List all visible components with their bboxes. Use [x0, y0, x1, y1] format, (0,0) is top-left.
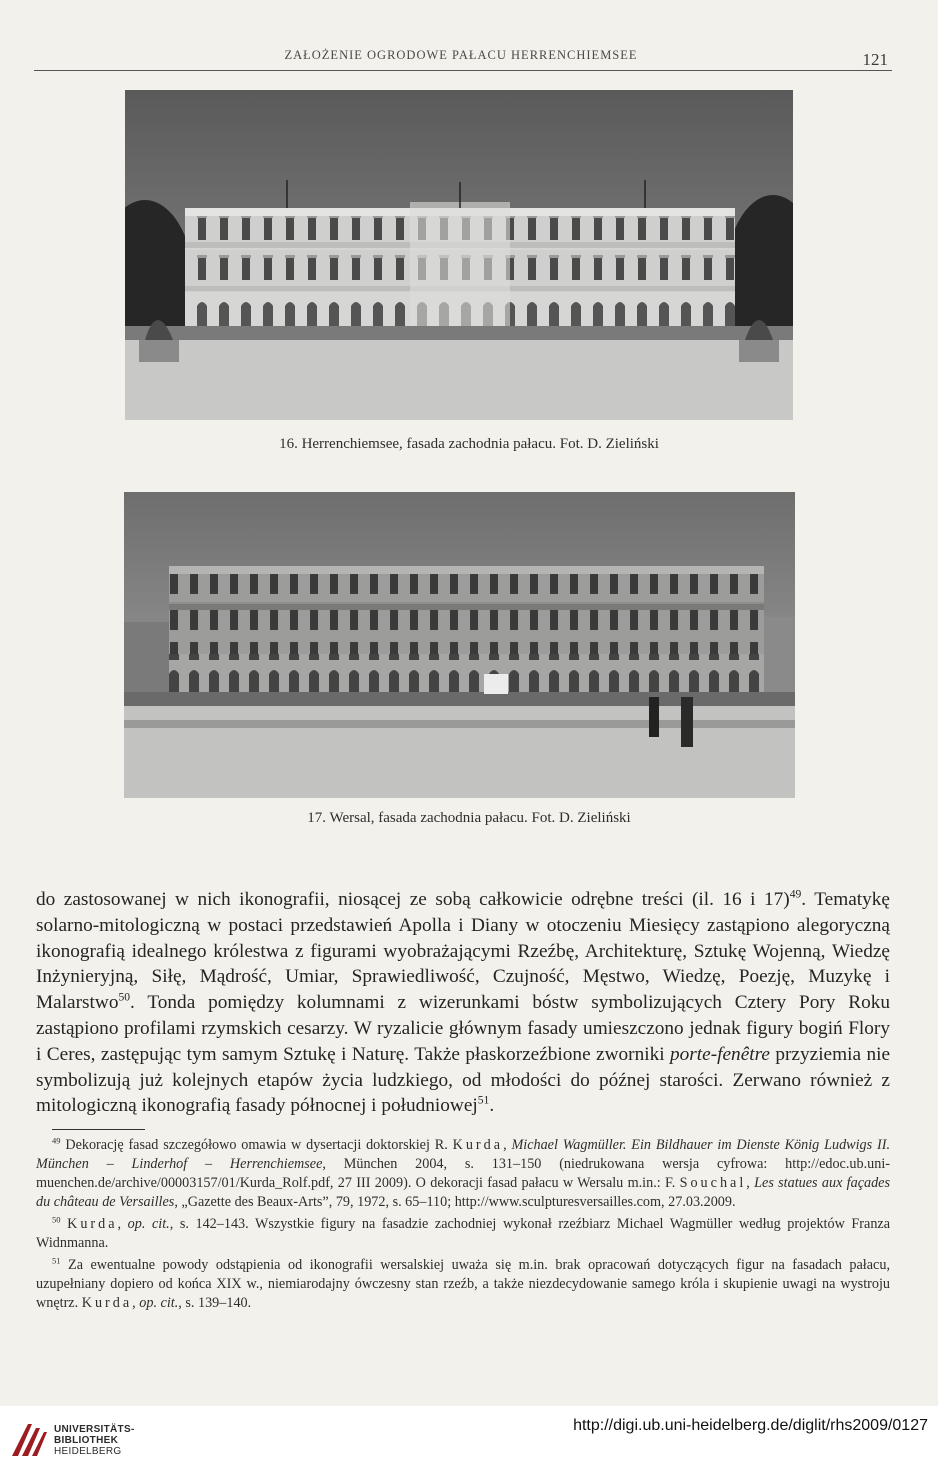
author-name: Kurda	[452, 1137, 504, 1153]
author-name: Souchal	[679, 1175, 747, 1191]
footnote-text: Dekorację fasad szczegółowo omawia w dysertacji doktorskiej R.	[60, 1137, 453, 1153]
footnote-51	[36, 1256, 890, 1313]
library-name-line-1: UNIVERSITÄTS-	[54, 1424, 135, 1435]
photo-versailles-palace	[124, 492, 795, 798]
figure-17-caption: 17. Wersal, fasada zachodnia pałacu. Fot. D. Zieliński	[307, 810, 631, 826]
page-number: 121	[862, 50, 888, 69]
work-title: Les statues aux façades du château de Versailles	[36, 1175, 890, 1210]
footnote-50	[36, 1215, 890, 1253]
footnote-text: , „Gazette des Beaux-Arts”, 79, 1972, s. 65–110; http://www.sculpturesversailles.com, 27.03.2009.	[174, 1194, 736, 1210]
footnote-text: , s. 139–140.	[178, 1295, 252, 1311]
italic-term: porte-fenêtre	[670, 1043, 770, 1065]
footnote-text: ,	[117, 1216, 128, 1232]
body-text-4: przyziemia nie symbolizują już kolejnych etapów życia ludzkiego, od młodości do późnej starości. Zerwano również z mitologiczną ikonografią fasady północnej i południowej	[36, 1043, 890, 1117]
footnote-text: ,	[132, 1295, 140, 1311]
header-rule	[34, 70, 892, 71]
footnote-number: 51	[52, 1255, 61, 1266]
footnote-rule	[52, 1129, 145, 1130]
opcit: op. cit.	[127, 1216, 170, 1232]
body-text-5: .	[489, 1095, 495, 1117]
library-name	[54, 1424, 135, 1457]
body-paragraph	[36, 887, 890, 1119]
footnote-text: , s. 142–143. Wszystkie figury na fasadzie zachodniej wykonał rzeźbiarz Michael Wagmüller według projektów Franza Widnmanna.	[36, 1216, 891, 1251]
footnote-49	[36, 1136, 890, 1212]
running-title: ZAŁOŻENIE OGRODOWE PAŁACU HERRENCHIEMSEE	[284, 48, 638, 62]
opcit: op. cit.	[139, 1295, 179, 1311]
author-name: Kurda	[81, 1295, 133, 1311]
footnote-text: ,	[746, 1175, 755, 1191]
footnote-text: Za ewentualne powody odstąpienia od ikonografii wersalskiej uważa się m.in. brak opracowań dotyczących figur na fasadach pałacu, uzupełniany dopiero od końca XIX w., niemiarodajny ówczesny stan rzeźb, a także niezdecydowanie samego króla i skupienie uwagi na wystroju wnętrz.	[36, 1257, 890, 1311]
footnote-text: ,	[503, 1137, 512, 1153]
footnote-text: , München 2004, s. 131–150 (niedrukowana wersja cyfrowa: http://edoc.ub.uni-muenchen.de/archive/00003157/01/Kurda_Rolf.pdf, 27 III 2009). O dekoracji fasad pałacu w Wersalu m.in.: F.	[36, 1156, 890, 1191]
source-url-link[interactable]: http://digi.ub.uni-heidelberg.de/diglit/rhs2009/0127	[573, 1417, 928, 1434]
footnote-number: 50	[52, 1214, 61, 1225]
author-name: Kurda	[67, 1216, 118, 1232]
footnote-ref-51: 51	[477, 1093, 490, 1107]
library-name-line-2: BIBLIOTHEK	[54, 1435, 119, 1446]
footnote-ref-50: 50	[118, 990, 131, 1004]
library-name-line-3: HEIDELBERG	[54, 1446, 122, 1457]
body-text-1: do zastosowanej w nich ikonografii, niosącej ze sobą całkowicie odrębne treści (il. 16 i 17)	[36, 889, 790, 910]
footnotes	[36, 1136, 890, 1313]
footnote-number: 49	[52, 1135, 61, 1146]
body-text-3: . Tonda pomiędzy kolumnami z wizerunkami bóstw symbolizujących Cztery Pory Roku zastąpiono profilami rzymskich cesarzy. W ryzalicie głównym fasady umieszczono jednak figury bogiń Flory i Ceres, zastępując tym samym Sztukę i Naturę. Także płaskorzeźbione zworniki	[36, 992, 890, 1065]
figure-16-caption: 16. Herrenchiemsee, fasada zachodnia pałacu. Fot. D. Zieliński	[279, 436, 659, 452]
photo-herrenchiemsee-palace	[125, 90, 793, 420]
work-title: Michael Wagmüller. Ein Bildhauer im Dienste König Ludwigs II. München – Linderhof – Herrenchiemsee	[36, 1137, 890, 1172]
body-text-2: . Tematykę solarno-mitologiczną w postaci przedstawień Apolla i Diany w otoczeniu Miesięcy zastąpiono alegoryczną ikonografią idealnego królestwa z figurami wyobrażającymi Rzeźbę, Architekturę, Sztukę Wojenną, Wiedzę Inżynieryjną, Siłę, Mądrość, Umiar, Sprawiedliwość, Czujność, Męstwo, Wiedzę, Poezję, Muzykę i Malarstwo	[36, 889, 890, 1014]
footnote-ref-49: 49	[789, 887, 802, 901]
library-logo-icon	[10, 1420, 48, 1460]
